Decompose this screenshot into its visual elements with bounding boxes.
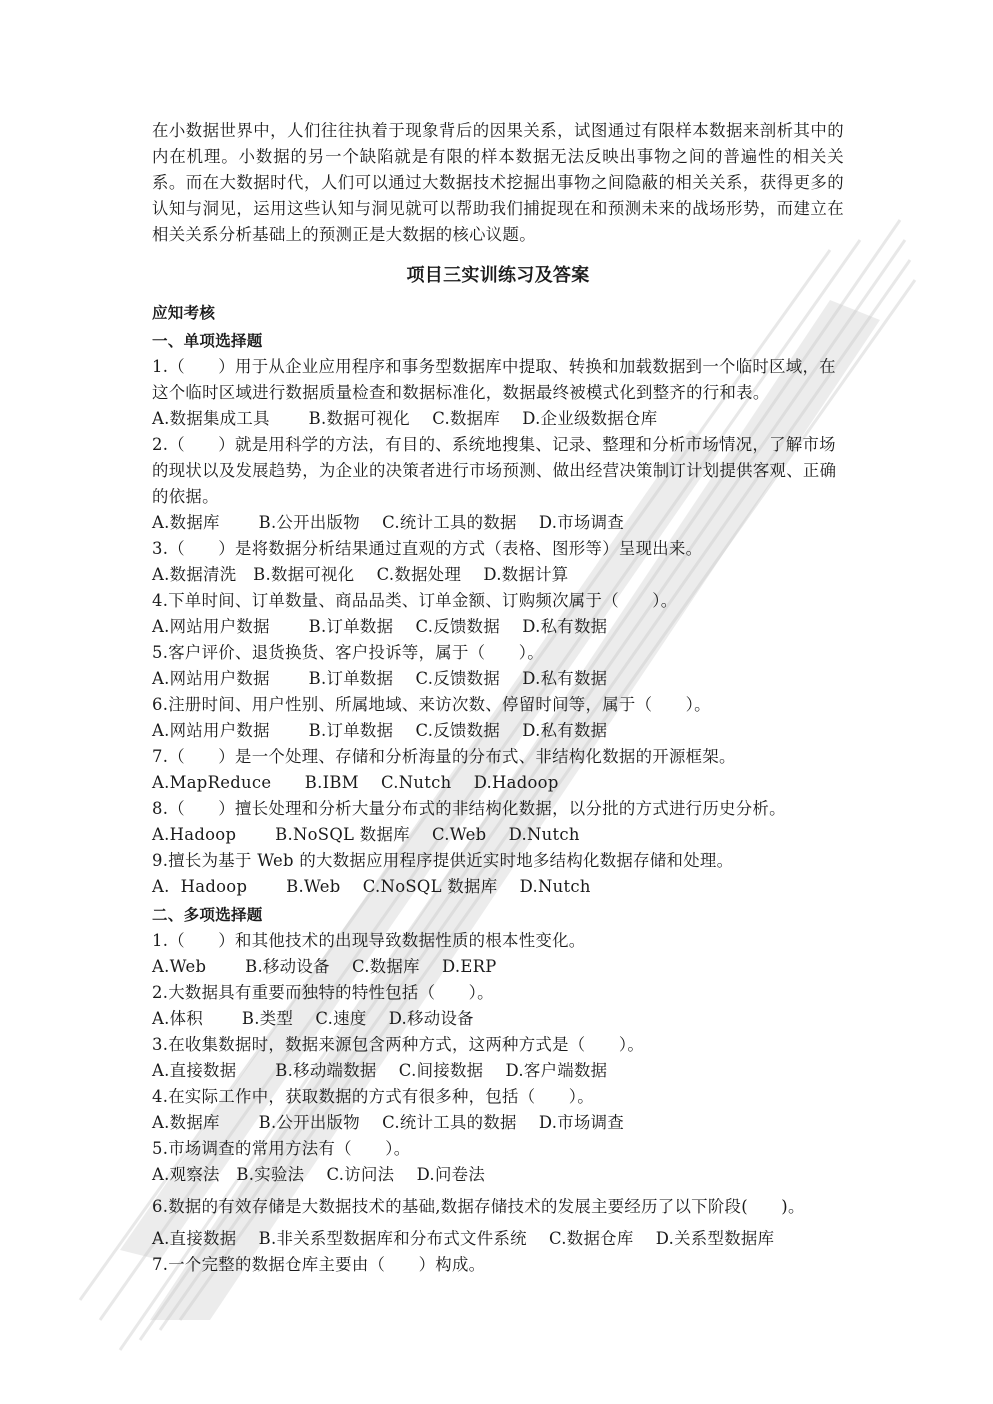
options: A. Hadoop B.Web C.NoSQL 数据库 D.Nutch bbox=[152, 877, 591, 896]
options: A.直接数据 B.移动端数据 C.间接数据 D.客户端数据 bbox=[152, 1061, 608, 1080]
options: A.体积 B.类型 C.速度 D.移动设备 bbox=[152, 1009, 474, 1028]
section-multiple-choice bbox=[152, 902, 844, 1278]
options: A.网站用户数据 B.订单数据 C.反馈数据 D.私有数据 bbox=[152, 617, 608, 636]
options: A.数据清洗 B.数据可视化 C.数据处理 D.数据计算 bbox=[152, 565, 569, 584]
options: A.观察法 B.实验法 C.访问法 D.问卷法 bbox=[152, 1165, 486, 1184]
question: 1.（ ）用于从企业应用程序和事务型数据库中提取、转换和加载数据到一个临时区域，在这个临时区域进行数据质量检查和数据标准化，数据最终被模式化到整齐的行和表。 bbox=[152, 357, 836, 402]
question: 7.（ ）是一个处理、存储和分析海量的分布式、非结构化数据的开源框架。 bbox=[152, 747, 736, 766]
section-heading: 二、多项选择题 bbox=[152, 906, 263, 924]
question: 2.大数据具有重要而独特的特性包括（ ）。 bbox=[152, 983, 494, 1002]
question: 5.客户评价、退货换货、客户投诉等，属于（ ）。 bbox=[152, 643, 544, 662]
options: A.网站用户数据 B.订单数据 C.反馈数据 D.私有数据 bbox=[152, 721, 608, 740]
options: A.MapReduce B.IBM C.Nutch D.Hadoop bbox=[152, 773, 559, 792]
options: A.网站用户数据 B.订单数据 C.反馈数据 D.私有数据 bbox=[152, 669, 608, 688]
question: 1.（ ）和其他技术的出现导致数据性质的根本性变化。 bbox=[152, 931, 586, 950]
section-single-choice bbox=[152, 328, 844, 900]
subtitle: 应知考核 bbox=[152, 304, 216, 322]
document-page bbox=[152, 118, 844, 1278]
question: 3.（ ）是将数据分析结果通过直观的方式（表格、图形等）呈现出来。 bbox=[152, 539, 703, 558]
question: 8.（ ）擅长处理和分析大量分布式的非结构化数据，以分批的方式进行历史分析。 bbox=[152, 799, 786, 818]
options: A.数据库 B.公开出版物 C.统计工具的数据 D.市场调查 bbox=[152, 513, 625, 532]
options: A.Web B.移动设备 C.数据库 D.ERP bbox=[152, 957, 497, 976]
intro-paragraph: 在小数据世界中，人们往往执着于现象背后的因果关系，试图通过有限样本数据来剖析其中的内在机理。小数据的另一个缺陷就是有限的样本数据无法反映出事物之间的普遍性的相关关系。而在大数据时代，人们可以通过大数据技术挖掘出事物之间隐蔽的相关关系，获得更多的认知与洞见，运用这些认知与洞见就可以帮助我们捕捉现在和预测未来的战场形势，而建立在相关关系分析基础上的预测正是大数据的核心议题。 bbox=[152, 121, 844, 244]
question: 4.下单时间、订单数量、商品品类、订单金额、订购频次属于（ ）。 bbox=[152, 591, 678, 610]
question: 3.在收集数据时，数据来源包含两种方式，这两种方式是（ ）。 bbox=[152, 1035, 645, 1054]
options: A.直接数据 B.非关系型数据库和分布式文件系统 C.数据仓库 D.关系型数据库 bbox=[152, 1229, 775, 1248]
options: A.Hadoop B.NoSQL 数据库 C.Web D.Nutch bbox=[152, 825, 580, 844]
question: 5.市场调查的常用方法有（ ）。 bbox=[152, 1139, 411, 1158]
question: 6.注册时间、用户性别、所属地域、来访次数、停留时间等，属于（ ）。 bbox=[152, 695, 711, 714]
question: 9.擅长为基于 Web 的大数据应用程序提供近实时地多结构化数据存储和处理。 bbox=[152, 851, 734, 870]
options: A.数据库 B.公开出版物 C.统计工具的数据 D.市场调查 bbox=[152, 1113, 625, 1132]
page-title: 项目三实训练习及答案 bbox=[406, 265, 590, 286]
question: 6.数据的有效存储是大数据技术的基础,数据存储技术的发展主要经历了以下阶段( )。 bbox=[152, 1197, 805, 1216]
section-heading: 一、单项选择题 bbox=[152, 332, 263, 350]
question: 2.（ ）就是用科学的方法，有目的、系统地搜集、记录、整理和分析市场情况，了解市场的现状以及发展趋势，为企业的决策者进行市场预测、做出经营决策制订计划提供客观、正确的依据。 bbox=[152, 435, 837, 506]
question: 7.一个完整的数据仓库主要由（ ）构成。 bbox=[152, 1255, 486, 1274]
options: A.数据集成工具 B.数据可视化 C.数据库 D.企业级数据仓库 bbox=[152, 409, 658, 428]
question: 4.在实际工作中，获取数据的方式有很多种，包括（ ）。 bbox=[152, 1087, 594, 1106]
